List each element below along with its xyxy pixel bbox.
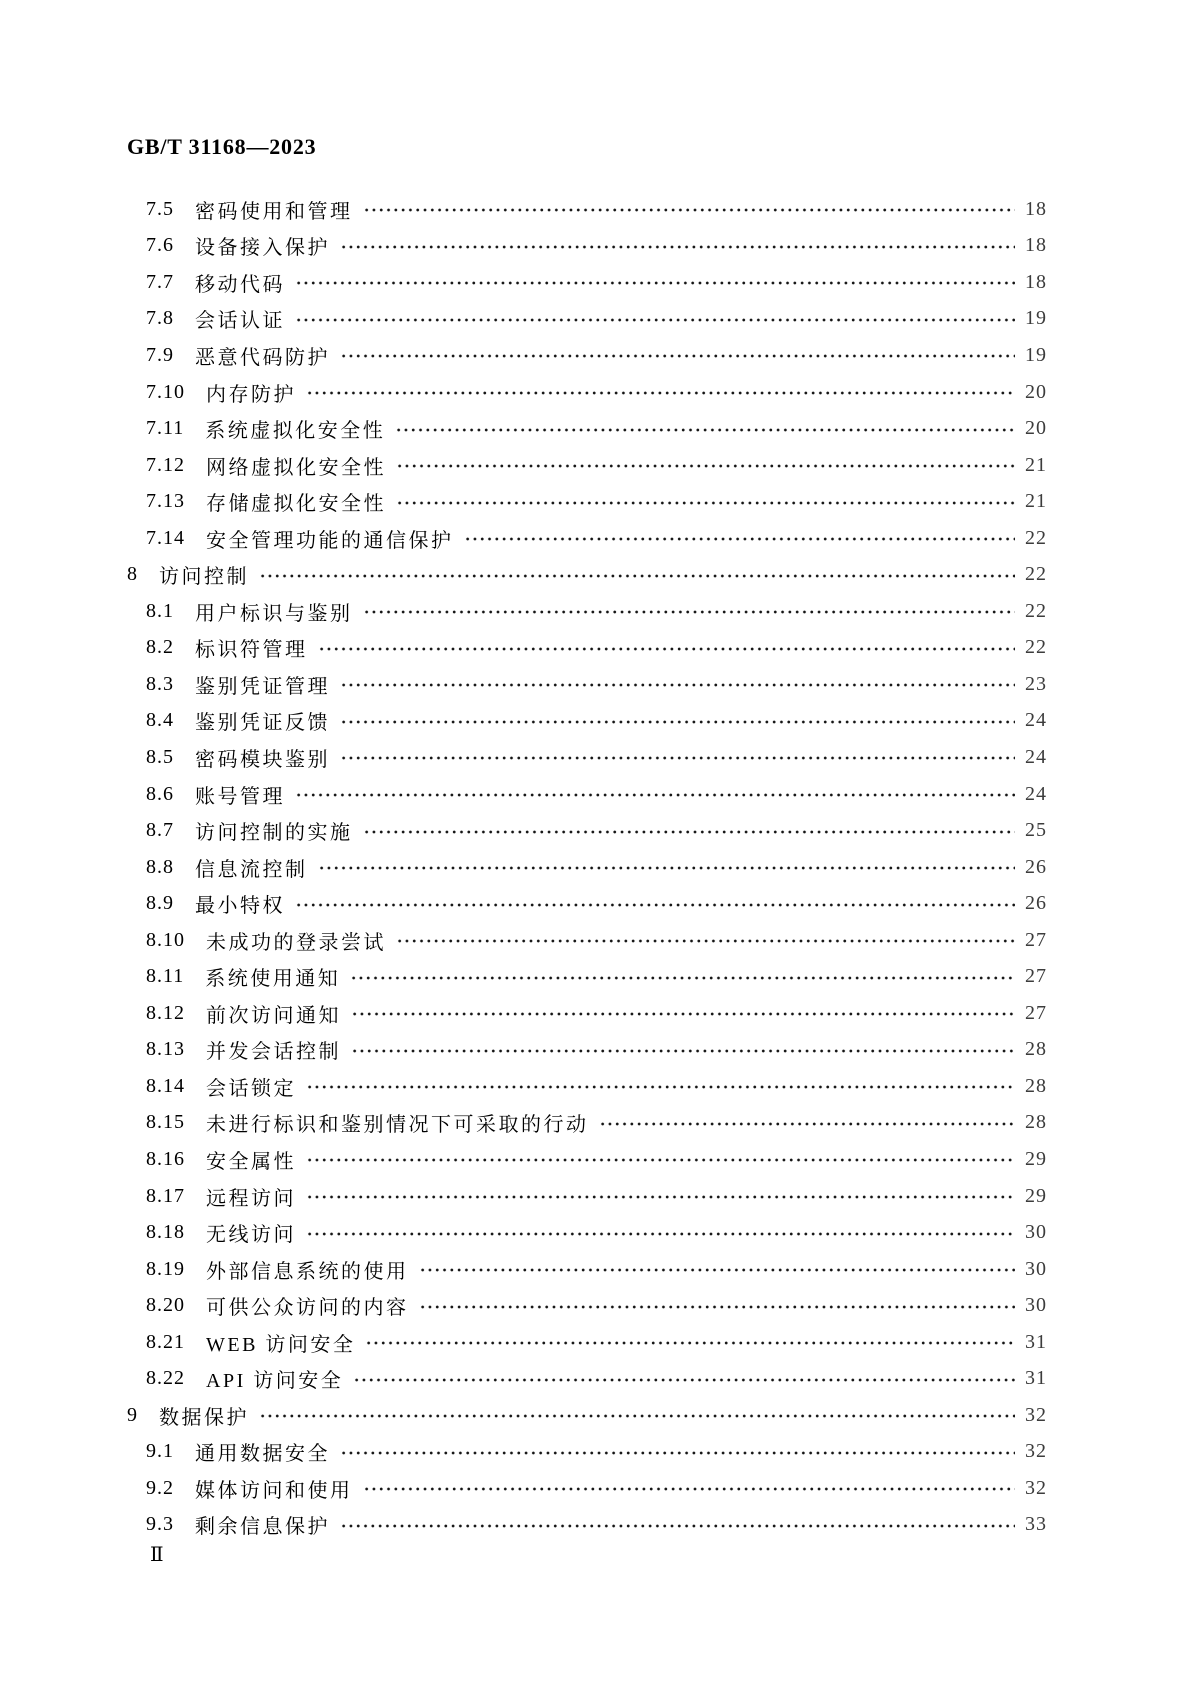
- toc-entry-number: 7.8: [146, 307, 174, 330]
- toc-entry-page: 27: [1025, 928, 1047, 951]
- toc-entry-title: 密码模块鉴别: [195, 748, 330, 771]
- toc-entry: [0, 1287, 1047, 1324]
- dot-leader: [306, 1080, 1015, 1094]
- toc-entry-number: 8.22: [146, 1367, 185, 1390]
- toc-entry-number: 8.16: [146, 1147, 185, 1170]
- toc-entry-title: 鉴别凭证管理: [195, 675, 330, 698]
- toc-entry-title: API 访问安全: [206, 1370, 344, 1393]
- toc-entry-title: 信息流控制: [195, 858, 308, 881]
- toc-entry-page: 22: [1025, 526, 1047, 549]
- toc-entry-number: 8.21: [146, 1330, 185, 1353]
- dot-leader: [340, 678, 1015, 692]
- dot-leader: [351, 1044, 1015, 1058]
- toc-entry: [0, 337, 1047, 374]
- toc-entry-title: 前次访问通知: [206, 1004, 341, 1027]
- dot-leader: [318, 861, 1016, 875]
- toc-entry-page: 25: [1025, 819, 1047, 842]
- dot-leader: [295, 898, 1015, 912]
- toc-entry: [0, 776, 1047, 813]
- toc-entry: [0, 739, 1047, 776]
- dot-leader: [363, 825, 1016, 839]
- toc-entry-page: 27: [1025, 965, 1047, 988]
- toc-entry-title: 系统虚拟化安全性: [205, 420, 386, 443]
- toc-entry-number: 7.14: [146, 526, 185, 549]
- toc-entry: [0, 1214, 1047, 1251]
- toc-entry-number: 8.5: [146, 745, 174, 768]
- toc-entry-page: 22: [1025, 599, 1047, 622]
- dot-leader: [396, 496, 1015, 510]
- toc-entry: [0, 703, 1047, 740]
- toc-entry-title: 存储虚拟化安全性: [206, 493, 386, 516]
- toc-entry-page: 29: [1025, 1147, 1047, 1170]
- toc-entry: [0, 410, 1047, 447]
- toc-entry-page: 24: [1025, 745, 1047, 768]
- toc-entry: [0, 1032, 1047, 1069]
- dot-leader: [353, 1373, 1015, 1387]
- toc-entry: [0, 630, 1047, 667]
- dot-leader: [395, 423, 1015, 437]
- toc-entry: [0, 885, 1047, 922]
- dot-leader: [363, 605, 1016, 619]
- toc-entry: [0, 1068, 1047, 1105]
- dot-leader: [295, 788, 1015, 802]
- toc-entry: [0, 666, 1047, 703]
- toc-entry-page: 30: [1025, 1221, 1047, 1244]
- toc-entry: [0, 1141, 1047, 1178]
- toc-entry: [0, 1470, 1047, 1507]
- toc-entry-number: 8.14: [146, 1074, 185, 1097]
- toc-entry-number: 8.1: [146, 599, 174, 622]
- toc-entry-number: 8.12: [146, 1001, 185, 1024]
- toc-entry-number: 7.12: [146, 453, 185, 476]
- toc-entry-number: 9: [127, 1403, 138, 1426]
- dot-leader: [340, 751, 1015, 765]
- toc-entry-title: 密码使用和管理: [195, 200, 353, 223]
- toc-entry-page: 32: [1025, 1440, 1047, 1463]
- toc-entry-number: 9.2: [146, 1476, 174, 1499]
- toc-entry-title: 系统使用通知: [205, 968, 341, 991]
- toc-entry: [0, 264, 1047, 301]
- toc-entry-number: 9.3: [146, 1513, 174, 1536]
- toc-entry: [0, 520, 1047, 557]
- toc-list: [0, 191, 1047, 1543]
- toc-entry-page: 23: [1025, 672, 1047, 695]
- toc-entry-number: 8.18: [146, 1221, 185, 1244]
- toc-entry: [0, 1361, 1047, 1398]
- toc-entry-title: 通用数据安全: [195, 1443, 330, 1466]
- dot-leader: [306, 386, 1015, 400]
- toc-entry-page: 19: [1025, 343, 1047, 366]
- toc-entry-number: 8.19: [146, 1257, 185, 1280]
- dot-leader: [340, 240, 1015, 254]
- dot-leader: [259, 569, 1015, 583]
- toc-entry-page: 18: [1025, 234, 1047, 257]
- toc-entry: [0, 191, 1047, 228]
- toc-entry-title: 数据保护: [159, 1406, 249, 1429]
- toc-entry-page: 29: [1025, 1184, 1047, 1207]
- dot-leader: [306, 1227, 1015, 1241]
- toc-entry-title: WEB 访问安全: [206, 1333, 356, 1356]
- toc-entry: [0, 849, 1047, 886]
- toc-entry-page: 32: [1025, 1476, 1047, 1499]
- toc-entry: [0, 922, 1047, 959]
- toc-entry: [0, 1397, 1047, 1434]
- toc-entry-number: 8.20: [146, 1294, 185, 1317]
- toc-entry-page: 27: [1025, 1001, 1047, 1024]
- dot-leader: [363, 1482, 1016, 1496]
- dot-leader: [295, 276, 1015, 290]
- toc-entry-number: 8.9: [146, 892, 174, 915]
- toc-entry: [0, 812, 1047, 849]
- toc-entry: [0, 1507, 1047, 1544]
- toc-entry: [0, 228, 1047, 265]
- dot-leader: [419, 1300, 1016, 1314]
- toc-entry-title: 移动代码: [195, 273, 285, 296]
- toc-entry-number: 8.4: [146, 709, 174, 732]
- toc-entry-page: 30: [1025, 1294, 1047, 1317]
- toc-entry-number: 7.5: [146, 197, 174, 220]
- toc-entry: [0, 301, 1047, 338]
- standard-number-header: GB/T 31168—2023: [127, 134, 317, 159]
- toc-entry-page: 20: [1025, 380, 1047, 403]
- toc-entry-title: 未成功的登录尝试: [206, 931, 386, 954]
- toc-entry-title: 媒体访问和使用: [195, 1479, 353, 1502]
- toc-entry-title: 恶意代码防护: [195, 346, 330, 369]
- toc-entry-page: 33: [1025, 1513, 1047, 1536]
- dot-leader: [295, 313, 1015, 327]
- toc-entry-number: 7.11: [146, 417, 185, 440]
- page-number-footer: Ⅱ: [150, 1544, 164, 1566]
- toc-entry-number: 8.8: [146, 855, 174, 878]
- toc-entry-page: 22: [1025, 563, 1047, 586]
- dot-leader: [259, 1409, 1015, 1423]
- toc-entry-title: 安全属性: [206, 1150, 296, 1173]
- toc-entry-title: 网络虚拟化安全性: [206, 456, 386, 479]
- dot-leader: [340, 715, 1015, 729]
- toc-entry-title: 设备接入保护: [195, 237, 330, 260]
- toc-entry: [0, 958, 1047, 995]
- toc-entry-page: 21: [1025, 490, 1047, 513]
- dot-leader: [340, 1519, 1015, 1533]
- toc-entry-title: 内存防护: [206, 383, 296, 406]
- toc-entry-page: 24: [1025, 709, 1047, 732]
- toc-entry-number: 8: [127, 563, 138, 586]
- toc-entry: [0, 1434, 1047, 1471]
- toc-entry: [0, 1251, 1047, 1288]
- toc-entry-title: 未进行标识和鉴别情况下可采取的行动: [206, 1114, 589, 1137]
- toc-entry-number: 7.9: [146, 343, 174, 366]
- toc-entry-page: 24: [1025, 782, 1047, 805]
- toc-entry-page: 28: [1025, 1074, 1047, 1097]
- toc-entry: [0, 593, 1047, 630]
- toc-entry-page: 32: [1025, 1403, 1047, 1426]
- toc-entry-number: 8.7: [146, 819, 174, 842]
- toc-entry-page: 31: [1025, 1330, 1047, 1353]
- toc-entry-number: 7.13: [146, 490, 185, 513]
- toc-entry: [0, 1105, 1047, 1142]
- toc-entry-number: 8.11: [146, 965, 185, 988]
- toc-entry-page: 20: [1025, 417, 1047, 440]
- toc-entry-number: 7.7: [146, 270, 174, 293]
- toc-entry-title: 剩余信息保护: [195, 1516, 330, 1539]
- toc-entry-title: 会话认证: [195, 310, 285, 333]
- toc-entry-title: 外部信息系统的使用: [206, 1260, 409, 1283]
- toc-entry-page: 26: [1025, 892, 1047, 915]
- toc-entry-number: 8.15: [146, 1111, 185, 1134]
- toc-entry-number: 8.3: [146, 672, 174, 695]
- toc-entry: [0, 483, 1047, 520]
- dot-leader: [365, 1336, 1015, 1350]
- toc-entry-page: 31: [1025, 1367, 1047, 1390]
- toc-entry-page: 19: [1025, 307, 1047, 330]
- toc-entry: [0, 1324, 1047, 1361]
- toc-entry-number: 9.1: [146, 1440, 174, 1463]
- dot-leader: [306, 1190, 1015, 1204]
- toc-entry: [0, 556, 1047, 593]
- toc-entry-title: 远程访问: [206, 1187, 296, 1210]
- toc-entry: [0, 995, 1047, 1032]
- toc-entry-page: 28: [1025, 1038, 1047, 1061]
- dot-leader: [464, 532, 1016, 546]
- toc-entry-title: 访问控制: [159, 566, 249, 589]
- dot-leader: [350, 971, 1015, 985]
- dot-leader: [599, 1117, 1016, 1131]
- toc-entry-page: 18: [1025, 197, 1047, 220]
- dot-leader: [318, 642, 1016, 656]
- dot-leader: [340, 349, 1015, 363]
- toc-entry-title: 最小特权: [195, 895, 285, 918]
- toc-entry-title: 访问控制的实施: [195, 822, 353, 845]
- dot-leader: [340, 1446, 1015, 1460]
- toc-entry-page: 26: [1025, 855, 1047, 878]
- toc-entry-page: 28: [1025, 1111, 1047, 1134]
- toc-entry-number: 8.10: [146, 928, 185, 951]
- toc-entry-number: 8.2: [146, 636, 174, 659]
- toc-entry: [0, 447, 1047, 484]
- dot-leader: [396, 934, 1015, 948]
- dot-leader: [351, 1007, 1015, 1021]
- toc-entry-number: 7.10: [146, 380, 185, 403]
- dot-leader: [306, 1153, 1015, 1167]
- toc-entry-title: 安全管理功能的通信保护: [206, 529, 454, 552]
- dot-leader: [396, 459, 1015, 473]
- toc-entry: [0, 1178, 1047, 1215]
- toc-entry-number: 8.17: [146, 1184, 185, 1207]
- toc-entry-number: 8.6: [146, 782, 174, 805]
- dot-leader: [419, 1263, 1016, 1277]
- toc-entry-title: 可供公众访问的内容: [206, 1297, 409, 1320]
- toc-entry-page: 30: [1025, 1257, 1047, 1280]
- toc-entry-page: 21: [1025, 453, 1047, 476]
- dot-leader: [363, 203, 1016, 217]
- toc-entry-title: 并发会话控制: [206, 1041, 341, 1064]
- toc-entry: [0, 374, 1047, 411]
- toc-entry-page: 22: [1025, 636, 1047, 659]
- toc-entry-title: 账号管理: [195, 785, 285, 808]
- toc-entry-number: 7.6: [146, 234, 174, 257]
- toc-entry-title: 用户标识与鉴别: [195, 602, 353, 625]
- toc-entry-title: 鉴别凭证反馈: [195, 712, 330, 735]
- toc-entry-title: 无线访问: [206, 1224, 296, 1247]
- toc-entry-number: 8.13: [146, 1038, 185, 1061]
- toc-entry-title: 标识符管理: [195, 639, 308, 662]
- toc-entry-title: 会话锁定: [206, 1077, 296, 1100]
- toc-entry-page: 18: [1025, 270, 1047, 293]
